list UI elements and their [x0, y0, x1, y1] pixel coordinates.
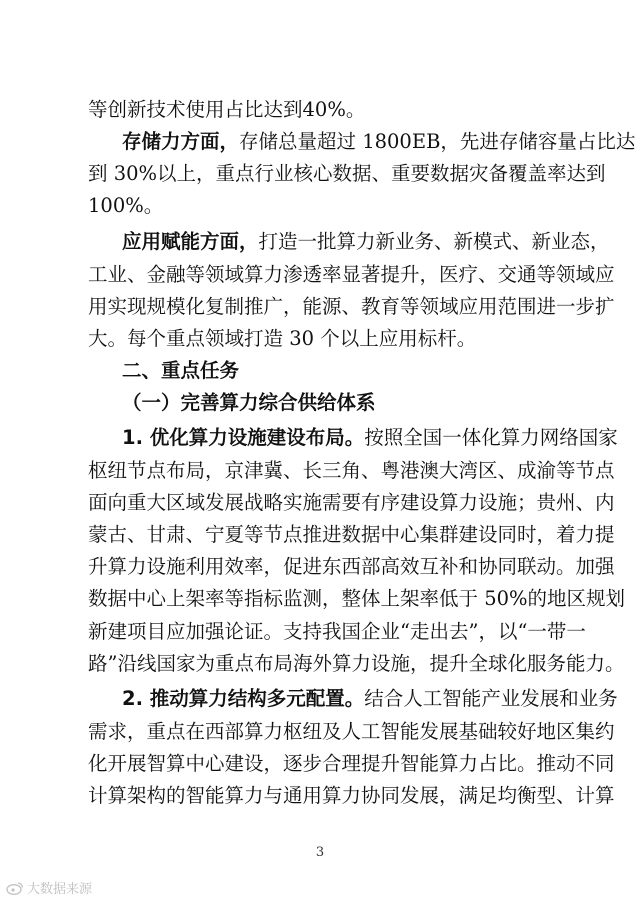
section-heading: 二、重点任务: [122, 359, 240, 382]
text-line: 面向重大区域发展战略实施需要有序建设算力设施；贵州、内: [88, 491, 615, 514]
text-line: 数据中心上架率等指标监测，整体上架率低于 50%的地区规划: [88, 587, 626, 610]
text-line: 化开展智算中心建设，逐步合理提升智能算力占比。推动不同: [88, 752, 615, 775]
text-line: 用实现规模化复制推广，能源、教育等领域应用范围进一步扩: [88, 295, 615, 318]
watermark-text: 大数据来源: [27, 882, 93, 897]
subsection-heading: （一）完善算力综合供给体系: [122, 391, 376, 414]
text-line: 1. 优化算力设施建设布局。按照全国一体化算力网络国家: [122, 426, 618, 449]
text-line: 路”沿线国家为重点布局海外算力设施，提升全球化服务能力。: [88, 652, 625, 675]
text-line: 2. 推动算力结构多元配置。结合人工智能产业发展和业务: [122, 687, 618, 710]
weibo-icon: [6, 881, 24, 895]
text-line: 应用赋能方面，打造一批算力新业务、新模式、新业态，: [122, 230, 610, 253]
watermark: [6, 878, 92, 897]
text-line: 升算力设施利用效率，促进东西部高效互补和协同联动。加强: [88, 555, 615, 578]
text-line: 计算架构的智能算力与通用算力协同发展，满足均衡型、计算: [88, 784, 615, 807]
text-line: 枢纽节点布局，京津冀、长三角、粤港澳大湾区、成渝等节点: [88, 459, 615, 482]
text-line: 存储力方面，存储总量超过 1800EB，先进存储容量占比达: [122, 130, 636, 153]
text-line: 需求，重点在西部算力枢纽及人工智能发展基础较好地区集约: [88, 720, 615, 743]
text-line: 工业、金融等领域算力渗透率显著提升，医疗、交通等领域应: [88, 263, 615, 286]
text-line: 等创新技术使用占比达到40%。: [88, 98, 366, 121]
text-line: 100%。: [88, 194, 164, 217]
text-line: 到 30%以上，重点行业核心数据、重要数据灾备覆盖率达到: [88, 162, 606, 185]
text-line: 大。每个重点领域打造 30 个以上应用标杆。: [88, 327, 477, 350]
text-line: 新建项目应加强论证。支持我国企业“走出去”，以“一带一: [88, 620, 586, 643]
text-line: 蒙古、甘肃、宁夏等节点推进数据中心集群建设同时，着力提: [88, 523, 615, 546]
page-number: 3: [315, 845, 325, 860]
